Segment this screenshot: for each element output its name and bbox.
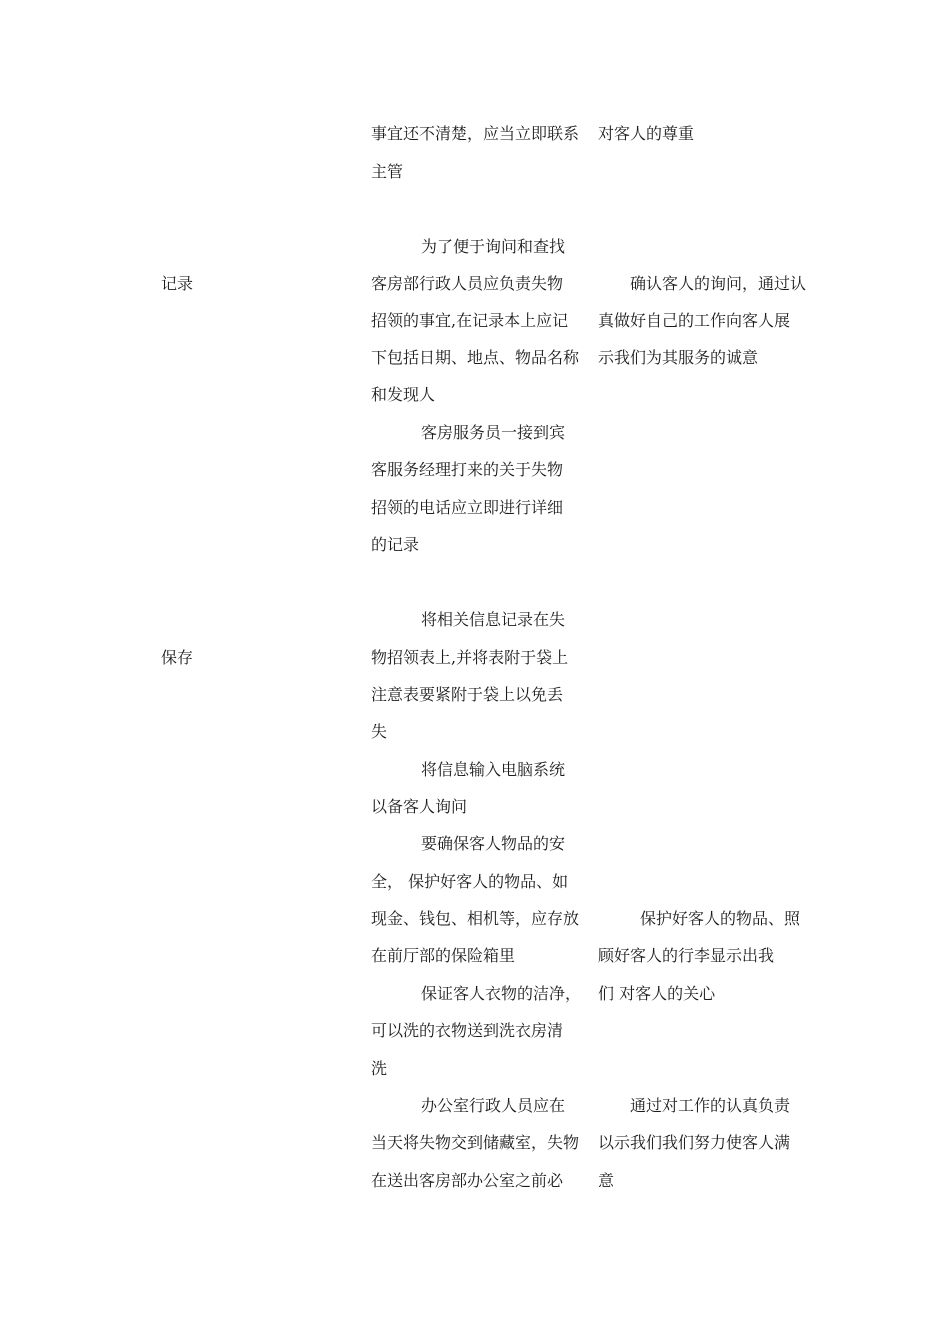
- purpose-line: 保护好客人的物品、照: [640, 909, 801, 928]
- procedure-line: 将信息输入电脑系统: [421, 760, 566, 779]
- procedure-line: 保证客人衣物的洁净，: [421, 984, 582, 1003]
- procedure-line: 可以洗的衣物送到洗衣房清: [371, 1021, 564, 1040]
- procedure-line: 主管: [371, 162, 404, 181]
- procedure-line: 客房部行政人员应负责失物: [371, 274, 564, 293]
- procedure-line: 失: [371, 722, 388, 741]
- purpose-line: 意: [598, 1171, 615, 1190]
- procedure-line: 物招领表上,并将表附于袋上: [371, 648, 569, 667]
- procedure-line: 注意表要紧附于袋上以免丢: [371, 685, 564, 704]
- procedure-line: 和发现人: [371, 385, 436, 404]
- procedure-line: 客服务经理打来的关于失物: [371, 460, 564, 479]
- procedure-line: 以备客人询问: [371, 797, 468, 816]
- purpose-line: 示我们为其服务的诚意: [598, 348, 759, 367]
- purpose-line: 以示我们我们努力使客人满: [598, 1133, 791, 1152]
- procedure-line: 下包括日期、地点、物品名称: [371, 348, 580, 367]
- procedure-line: 招领的电话应立即进行详细: [371, 498, 564, 517]
- procedure-line: 在前厅部的保险箱里: [371, 946, 516, 965]
- procedure-line: 事宜还不清楚，应当立即联系: [371, 124, 580, 143]
- section-label-record: 记录: [161, 274, 194, 293]
- procedure-line: 招领的事宜,在记录本上应记: [371, 311, 569, 330]
- section-label-storage: 保存: [161, 648, 194, 667]
- purpose-line: 确认客人的询问，通过认: [630, 274, 807, 293]
- purpose-line: 真做好自己的工作向客人展: [598, 311, 791, 330]
- procedure-line: 要确保客人物品的安: [421, 834, 566, 853]
- procedure-line: 全， 保护好客人的物品、如: [371, 872, 569, 891]
- purpose-line: 们 对客人的关心: [598, 984, 716, 1003]
- procedure-line: 现金、钱包、相机等，应存放: [371, 909, 580, 928]
- procedure-line: 为了便于询问和查找: [421, 237, 566, 256]
- procedure-line: 在送出客房部办公室之前必: [371, 1171, 564, 1190]
- procedure-line: 客房服务员一接到宾: [421, 423, 566, 442]
- procedure-line: 将相关信息记录在失: [421, 610, 566, 629]
- purpose-line: 通过对工作的认真负责: [630, 1096, 791, 1115]
- procedure-line: 办公室行政人员应在: [421, 1096, 566, 1115]
- purpose-line: 顾好客人的行李显示出我: [598, 946, 775, 965]
- procedure-line: 洗: [371, 1059, 388, 1078]
- purpose-line: 对客人的尊重: [598, 124, 695, 143]
- procedure-line: 的记录: [371, 535, 420, 554]
- procedure-line: 当天将失物交到储藏室，失物: [371, 1133, 580, 1152]
